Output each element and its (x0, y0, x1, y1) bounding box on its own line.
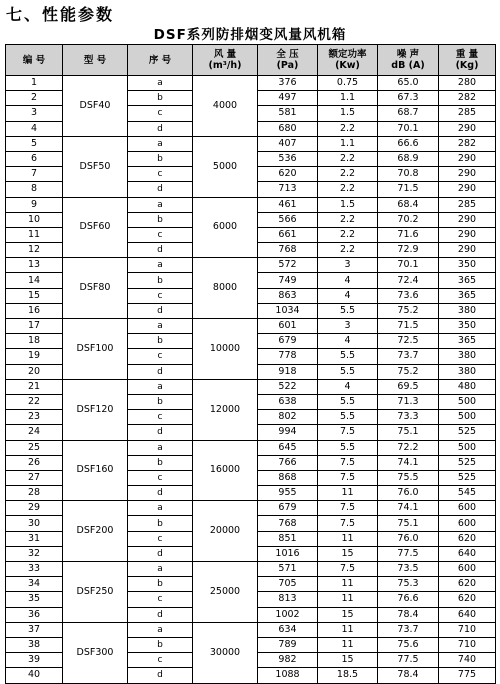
row-number: 13 (6, 258, 63, 273)
seq-cell: b (128, 91, 193, 106)
weight-cell: 280 (439, 76, 496, 91)
noise-cell: 71.3 (378, 394, 439, 409)
seq-cell: a (128, 562, 193, 577)
seq-cell: a (128, 319, 193, 334)
pressure-cell: 679 (258, 501, 318, 516)
weight-cell: 640 (439, 546, 496, 561)
pressure-cell: 851 (258, 531, 318, 546)
seq-cell: c (128, 167, 193, 182)
seq-cell: a (128, 622, 193, 637)
row-number: 37 (6, 622, 63, 637)
seq-cell: b (128, 273, 193, 288)
row-number: 19 (6, 349, 63, 364)
weight-cell: 480 (439, 379, 496, 394)
power-cell: 4 (318, 334, 378, 349)
table-row (6, 440, 496, 455)
flow-cell: 8000 (193, 258, 258, 319)
weight-cell: 600 (439, 501, 496, 516)
weight-cell: 350 (439, 319, 496, 334)
row-number: 35 (6, 592, 63, 607)
weight-cell: 620 (439, 531, 496, 546)
power-cell: 11 (318, 577, 378, 592)
row-number: 3 (6, 106, 63, 121)
table-row (6, 379, 496, 394)
weight-cell: 290 (439, 243, 496, 258)
row-number: 28 (6, 486, 63, 501)
pressure-cell: 863 (258, 288, 318, 303)
noise-cell: 68.9 (378, 151, 439, 166)
power-cell: 11 (318, 622, 378, 637)
row-number: 15 (6, 288, 63, 303)
pressure-cell: 497 (258, 91, 318, 106)
seq-cell: c (128, 288, 193, 303)
row-number: 22 (6, 394, 63, 409)
seq-cell: d (128, 486, 193, 501)
table-row (6, 562, 496, 577)
weight-cell: 290 (439, 182, 496, 197)
weight-cell: 380 (439, 303, 496, 318)
noise-cell: 72.5 (378, 334, 439, 349)
seq-cell: a (128, 379, 193, 394)
noise-cell: 76.6 (378, 592, 439, 607)
pressure-cell: 1016 (258, 546, 318, 561)
row-number: 20 (6, 364, 63, 379)
pressure-cell: 661 (258, 227, 318, 242)
row-number: 2 (6, 91, 63, 106)
weight-cell: 290 (439, 212, 496, 227)
noise-cell: 70.1 (378, 121, 439, 136)
flow-cell: 10000 (193, 319, 258, 380)
weight-cell: 290 (439, 167, 496, 182)
row-number: 12 (6, 243, 63, 258)
pressure-cell: 749 (258, 273, 318, 288)
noise-cell: 78.4 (378, 668, 439, 683)
table-row (6, 136, 496, 151)
pressure-cell: 376 (258, 76, 318, 91)
row-number: 25 (6, 440, 63, 455)
power-cell: 5.5 (318, 364, 378, 379)
weight-cell: 710 (439, 637, 496, 652)
noise-cell: 65.0 (378, 76, 439, 91)
row-number: 34 (6, 577, 63, 592)
header-noise: 噪 声 dB (A) (378, 45, 439, 76)
flow-cell: 30000 (193, 622, 258, 683)
seq-cell: b (128, 151, 193, 166)
row-number: 27 (6, 470, 63, 485)
pressure-cell: 536 (258, 151, 318, 166)
power-cell: 1.1 (318, 136, 378, 151)
power-cell: 2.2 (318, 182, 378, 197)
header-seq: 序 号 (128, 45, 193, 76)
row-number: 36 (6, 607, 63, 622)
seq-cell: c (128, 470, 193, 485)
row-number: 8 (6, 182, 63, 197)
model-cell: DSF40 (63, 76, 128, 137)
pressure-cell: 461 (258, 197, 318, 212)
weight-cell: 500 (439, 440, 496, 455)
row-number: 38 (6, 637, 63, 652)
model-cell: DSF60 (63, 197, 128, 258)
model-cell: DSF200 (63, 501, 128, 562)
seq-cell: c (128, 349, 193, 364)
table-row (6, 76, 496, 91)
pressure-cell: 572 (258, 258, 318, 273)
flow-cell: 12000 (193, 379, 258, 440)
power-cell: 11 (318, 592, 378, 607)
seq-cell: d (128, 607, 193, 622)
header-no: 编 号 (6, 45, 63, 76)
row-number: 10 (6, 212, 63, 227)
pressure-cell: 522 (258, 379, 318, 394)
power-cell: 3 (318, 258, 378, 273)
row-number: 23 (6, 410, 63, 425)
noise-cell: 74.1 (378, 455, 439, 470)
table-body (6, 76, 496, 684)
weight-cell: 710 (439, 622, 496, 637)
seq-cell: a (128, 258, 193, 273)
noise-cell: 74.1 (378, 501, 439, 516)
pressure-cell: 566 (258, 212, 318, 227)
row-number: 4 (6, 121, 63, 136)
pressure-cell: 705 (258, 577, 318, 592)
weight-cell: 380 (439, 364, 496, 379)
weight-cell: 600 (439, 562, 496, 577)
seq-cell: d (128, 121, 193, 136)
noise-cell: 75.2 (378, 364, 439, 379)
model-cell: DSF50 (63, 136, 128, 197)
power-cell: 2.2 (318, 151, 378, 166)
noise-cell: 70.1 (378, 258, 439, 273)
pressure-cell: 982 (258, 653, 318, 668)
flow-cell: 5000 (193, 136, 258, 197)
noise-cell: 71.5 (378, 319, 439, 334)
pressure-cell: 768 (258, 516, 318, 531)
pressure-cell: 766 (258, 455, 318, 470)
power-cell: 15 (318, 607, 378, 622)
row-number: 33 (6, 562, 63, 577)
header-model: 型 号 (63, 45, 128, 76)
model-cell: DSF80 (63, 258, 128, 319)
seq-cell: a (128, 76, 193, 91)
noise-cell: 71.5 (378, 182, 439, 197)
seq-cell: c (128, 653, 193, 668)
row-number: 29 (6, 501, 63, 516)
pressure-cell: 620 (258, 167, 318, 182)
seq-cell: b (128, 212, 193, 227)
noise-cell: 69.5 (378, 379, 439, 394)
model-cell: DSF300 (63, 622, 128, 683)
noise-cell: 75.6 (378, 637, 439, 652)
row-number: 17 (6, 319, 63, 334)
performance-table (5, 44, 496, 684)
noise-cell: 72.9 (378, 243, 439, 258)
table-row (6, 622, 496, 637)
power-cell: 1.5 (318, 197, 378, 212)
pressure-cell: 645 (258, 440, 318, 455)
noise-cell: 72.4 (378, 273, 439, 288)
noise-cell: 70.2 (378, 212, 439, 227)
pressure-cell: 955 (258, 486, 318, 501)
seq-cell: d (128, 182, 193, 197)
row-number: 24 (6, 425, 63, 440)
noise-cell: 77.5 (378, 546, 439, 561)
flow-cell: 16000 (193, 440, 258, 501)
weight-cell: 620 (439, 577, 496, 592)
flow-cell: 4000 (193, 76, 258, 137)
power-cell: 3 (318, 319, 378, 334)
power-cell: 7.5 (318, 516, 378, 531)
power-cell: 7.5 (318, 470, 378, 485)
weight-cell: 290 (439, 227, 496, 242)
noise-cell: 73.7 (378, 622, 439, 637)
noise-cell: 76.0 (378, 531, 439, 546)
weight-cell: 600 (439, 516, 496, 531)
pressure-cell: 768 (258, 243, 318, 258)
pressure-cell: 407 (258, 136, 318, 151)
noise-cell: 75.5 (378, 470, 439, 485)
pressure-cell: 1002 (258, 607, 318, 622)
noise-cell: 75.1 (378, 516, 439, 531)
pressure-cell: 601 (258, 319, 318, 334)
weight-cell: 290 (439, 151, 496, 166)
row-number: 26 (6, 455, 63, 470)
row-number: 5 (6, 136, 63, 151)
noise-cell: 72.2 (378, 440, 439, 455)
seq-cell: b (128, 334, 193, 349)
weight-cell: 380 (439, 349, 496, 364)
weight-cell: 285 (439, 197, 496, 212)
noise-cell: 73.3 (378, 410, 439, 425)
weight-cell: 500 (439, 394, 496, 409)
noise-cell: 73.5 (378, 562, 439, 577)
weight-cell: 282 (439, 91, 496, 106)
row-number: 32 (6, 546, 63, 561)
model-cell: DSF100 (63, 319, 128, 380)
power-cell: 11 (318, 531, 378, 546)
power-cell: 18.5 (318, 668, 378, 683)
row-number: 18 (6, 334, 63, 349)
header-power: 额定功率 (Kw) (318, 45, 378, 76)
power-cell: 5.5 (318, 440, 378, 455)
pressure-cell: 581 (258, 106, 318, 121)
noise-cell: 68.4 (378, 197, 439, 212)
weight-cell: 365 (439, 273, 496, 288)
weight-cell: 525 (439, 425, 496, 440)
row-number: 16 (6, 303, 63, 318)
weight-cell: 365 (439, 288, 496, 303)
flow-cell: 25000 (193, 562, 258, 623)
power-cell: 7.5 (318, 455, 378, 470)
seq-cell: a (128, 136, 193, 151)
noise-cell: 73.6 (378, 288, 439, 303)
model-cell: DSF120 (63, 379, 128, 440)
row-number: 40 (6, 668, 63, 683)
header-row (6, 45, 496, 76)
weight-cell: 500 (439, 410, 496, 425)
pressure-cell: 868 (258, 470, 318, 485)
header-weight: 重 量 (Kg) (439, 45, 496, 76)
seq-cell: b (128, 577, 193, 592)
pressure-cell: 638 (258, 394, 318, 409)
pressure-cell: 571 (258, 562, 318, 577)
seq-cell: c (128, 106, 193, 121)
noise-cell: 68.7 (378, 106, 439, 121)
power-cell: 1.5 (318, 106, 378, 121)
flow-cell: 6000 (193, 197, 258, 258)
power-cell: 0.75 (318, 76, 378, 91)
row-number: 39 (6, 653, 63, 668)
seq-cell: b (128, 637, 193, 652)
pressure-cell: 680 (258, 121, 318, 136)
pressure-cell: 679 (258, 334, 318, 349)
noise-cell: 67.3 (378, 91, 439, 106)
weight-cell: 525 (439, 455, 496, 470)
row-number: 21 (6, 379, 63, 394)
pressure-cell: 778 (258, 349, 318, 364)
pressure-cell: 813 (258, 592, 318, 607)
weight-cell: 545 (439, 486, 496, 501)
pressure-cell: 994 (258, 425, 318, 440)
section-title: 七、性能参数 (6, 5, 115, 24)
seq-cell: b (128, 394, 193, 409)
row-number: 11 (6, 227, 63, 242)
table-row (6, 197, 496, 212)
power-cell: 4 (318, 288, 378, 303)
seq-cell: c (128, 410, 193, 425)
seq-cell: d (128, 546, 193, 561)
power-cell: 7.5 (318, 562, 378, 577)
weight-cell: 290 (439, 121, 496, 136)
power-cell: 5.5 (318, 394, 378, 409)
seq-cell: a (128, 197, 193, 212)
power-cell: 2.2 (318, 243, 378, 258)
seq-cell: a (128, 440, 193, 455)
power-cell: 15 (318, 653, 378, 668)
flow-cell: 20000 (193, 501, 258, 562)
noise-cell: 66.6 (378, 136, 439, 151)
power-cell: 2.2 (318, 167, 378, 182)
weight-cell: 365 (439, 334, 496, 349)
seq-cell: d (128, 425, 193, 440)
pressure-cell: 918 (258, 364, 318, 379)
weight-cell: 620 (439, 592, 496, 607)
row-number: 31 (6, 531, 63, 546)
model-cell: DSF160 (63, 440, 128, 501)
row-number: 1 (6, 76, 63, 91)
seq-cell: c (128, 531, 193, 546)
seq-cell: d (128, 668, 193, 683)
power-cell: 2.2 (318, 227, 378, 242)
pressure-cell: 802 (258, 410, 318, 425)
model-cell: DSF250 (63, 562, 128, 623)
noise-cell: 76.0 (378, 486, 439, 501)
weight-cell: 282 (439, 136, 496, 151)
table-row (6, 319, 496, 334)
power-cell: 5.5 (318, 349, 378, 364)
noise-cell: 75.3 (378, 577, 439, 592)
weight-cell: 350 (439, 258, 496, 273)
weight-cell: 640 (439, 607, 496, 622)
pressure-cell: 713 (258, 182, 318, 197)
row-number: 14 (6, 273, 63, 288)
power-cell: 1.1 (318, 91, 378, 106)
power-cell: 11 (318, 486, 378, 501)
noise-cell: 75.2 (378, 303, 439, 318)
header-flow: 风 量 (m³/h) (193, 45, 258, 76)
seq-cell: b (128, 516, 193, 531)
power-cell: 7.5 (318, 501, 378, 516)
seq-cell: c (128, 592, 193, 607)
table-row (6, 258, 496, 273)
power-cell: 7.5 (318, 425, 378, 440)
weight-cell: 740 (439, 653, 496, 668)
power-cell: 4 (318, 273, 378, 288)
power-cell: 4 (318, 379, 378, 394)
noise-cell: 70.8 (378, 167, 439, 182)
pressure-cell: 1034 (258, 303, 318, 318)
noise-cell: 77.5 (378, 653, 439, 668)
seq-cell: d (128, 303, 193, 318)
seq-cell: d (128, 364, 193, 379)
row-number: 9 (6, 197, 63, 212)
row-number: 7 (6, 167, 63, 182)
seq-cell: c (128, 227, 193, 242)
row-number: 6 (6, 151, 63, 166)
noise-cell: 73.7 (378, 349, 439, 364)
table-title: DSF系列防排烟变风量风机箱 (153, 27, 347, 43)
pressure-cell: 634 (258, 622, 318, 637)
pressure-cell: 1088 (258, 668, 318, 683)
weight-cell: 775 (439, 668, 496, 683)
power-cell: 15 (318, 546, 378, 561)
power-cell: 5.5 (318, 303, 378, 318)
weight-cell: 525 (439, 470, 496, 485)
power-cell: 11 (318, 637, 378, 652)
power-cell: 2.2 (318, 121, 378, 136)
row-number: 30 (6, 516, 63, 531)
weight-cell: 285 (439, 106, 496, 121)
table-row (6, 501, 496, 516)
seq-cell: d (128, 243, 193, 258)
power-cell: 2.2 (318, 212, 378, 227)
noise-cell: 75.1 (378, 425, 439, 440)
pressure-cell: 789 (258, 637, 318, 652)
seq-cell: a (128, 501, 193, 516)
power-cell: 5.5 (318, 410, 378, 425)
noise-cell: 71.6 (378, 227, 439, 242)
noise-cell: 78.4 (378, 607, 439, 622)
seq-cell: b (128, 455, 193, 470)
header-pressure: 全 压 (Pa) (258, 45, 318, 76)
